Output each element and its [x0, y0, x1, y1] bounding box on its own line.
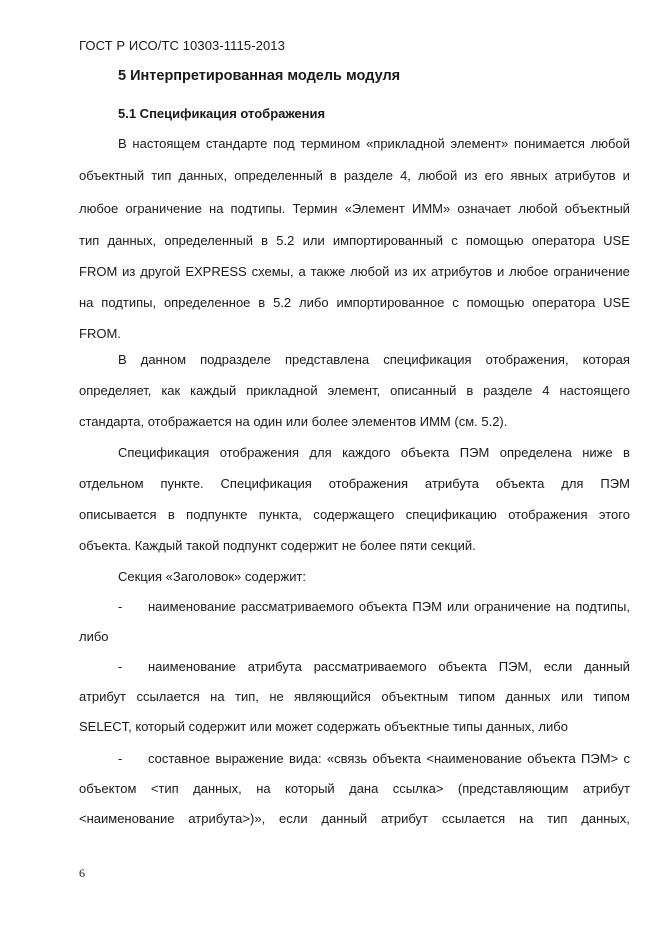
- word: объекта: [438, 659, 487, 674]
- word: подтипы.: [230, 201, 286, 216]
- word: в: [466, 383, 474, 398]
- paragraph-line: [79, 168, 630, 183]
- word: ограничение: [553, 264, 630, 279]
- paragraph-line: [79, 201, 630, 216]
- word: отображения: [508, 507, 588, 522]
- word: Спецификация: [118, 445, 210, 460]
- word: ПЭМ: [600, 476, 630, 491]
- word: определена: [499, 445, 572, 460]
- word: ссылается: [441, 811, 506, 826]
- paragraph-line: [79, 476, 630, 491]
- word: объектный: [564, 201, 630, 216]
- word: атрибутов: [431, 264, 493, 279]
- word: данном: [140, 352, 187, 367]
- word: «прикладной: [366, 136, 445, 151]
- word: Термин: [292, 201, 338, 216]
- word: описывается: [79, 507, 157, 522]
- word: и: [497, 264, 505, 279]
- word: в: [329, 168, 337, 183]
- word: термином: [300, 136, 361, 151]
- word: объектным: [381, 689, 449, 704]
- word: разделе: [483, 383, 533, 398]
- word: на: [210, 689, 225, 704]
- word: типом: [593, 689, 630, 704]
- paragraph-line: FROM.: [79, 326, 121, 341]
- word: элемент,: [327, 383, 381, 398]
- word: В: [118, 136, 127, 151]
- word: ПЭМ>: [581, 751, 619, 766]
- page-number: 6: [79, 866, 85, 880]
- word: объекта: [527, 751, 576, 766]
- paragraph-line: [79, 811, 630, 826]
- word: тип: [79, 233, 100, 248]
- word: с: [451, 233, 458, 248]
- word: данный: [584, 659, 630, 674]
- word: не: [269, 689, 284, 704]
- word: схемы,: [251, 264, 294, 279]
- word: любой: [518, 201, 558, 216]
- word: для: [561, 476, 584, 491]
- word: определенный: [234, 168, 323, 183]
- word: описанный: [390, 383, 457, 398]
- paragraph-line: [79, 507, 630, 522]
- word: ссылка>: [392, 781, 444, 796]
- word: отображения: [328, 476, 409, 491]
- word: являющийся: [294, 689, 371, 704]
- word: определенный: [164, 233, 253, 248]
- word: стандарте: [205, 136, 268, 151]
- word: (представляющим: [457, 781, 569, 796]
- word: атрибута>)»,: [188, 811, 266, 826]
- word: для: [309, 445, 332, 460]
- subsection-title: 5.1 Спецификация отображения: [118, 106, 326, 121]
- word: определяет,: [79, 383, 152, 398]
- word: с: [623, 751, 630, 766]
- word: EXPRESS: [185, 264, 247, 279]
- word: <тип: [150, 781, 179, 796]
- paragraph-line: [79, 689, 630, 704]
- word: объекта: [495, 476, 545, 491]
- word: под: [273, 136, 295, 151]
- word: 5.2: [273, 295, 292, 310]
- word: на: [518, 811, 534, 826]
- paragraph-line: [118, 136, 630, 151]
- word: - наименование: [118, 659, 236, 674]
- word: объекта: [372, 751, 422, 766]
- word: В: [118, 352, 127, 367]
- word: в: [167, 507, 175, 522]
- word: отдельном: [79, 476, 144, 491]
- word: настоящем: [132, 136, 201, 151]
- word: их: [412, 264, 427, 279]
- word: и: [622, 168, 630, 183]
- word: объекта: [358, 599, 408, 614]
- word: который: [285, 781, 335, 796]
- word: ниже: [582, 445, 613, 460]
- word: тип: [151, 168, 172, 183]
- word: если: [279, 811, 308, 826]
- word: элемент»: [450, 136, 509, 151]
- word: выражение: [215, 751, 284, 766]
- word: ПЭМ,: [498, 659, 532, 674]
- word: подпункте: [186, 507, 248, 522]
- paragraph-line: Секция «Заголовок» содержит:: [118, 569, 307, 584]
- bullet-dash: -: [118, 599, 123, 614]
- word: оператора: [531, 233, 595, 248]
- paragraph-line: [79, 295, 630, 310]
- word: помощью: [466, 295, 525, 310]
- paragraph-line: SELECT, который содержит или может содержать объектные типы данных, либо: [79, 719, 568, 734]
- word: означает: [457, 201, 512, 216]
- word: подтипы,: [101, 295, 157, 310]
- word: пункте.: [160, 476, 204, 491]
- word: атрибутов: [554, 168, 616, 183]
- word: тип,: [235, 689, 259, 704]
- word: другой: [140, 264, 181, 279]
- word: атрибута: [247, 659, 302, 674]
- word: - наименование: [118, 599, 236, 614]
- word: в: [258, 295, 266, 310]
- word: спецификация: [383, 352, 472, 367]
- document-header: ГОСТ Р ИСО/ТС 10303-1115-2013: [79, 38, 285, 53]
- word: помощью: [465, 233, 524, 248]
- paragraph-line: объекта. Каждый такой подпункт содержит не более пяти секций.: [79, 538, 476, 553]
- word: пункта,: [258, 507, 302, 522]
- word: ограничение: [474, 599, 551, 614]
- word: или: [560, 689, 584, 704]
- word: атрибут: [380, 811, 428, 826]
- word: спецификацию: [405, 507, 497, 522]
- word: данный: [321, 811, 368, 826]
- word: как: [161, 383, 181, 398]
- word: содержащего: [313, 507, 395, 522]
- word: этого: [598, 507, 630, 522]
- word: на: [555, 599, 571, 614]
- word: а: [298, 264, 306, 279]
- word: прикладной: [246, 383, 318, 398]
- word: каждый: [190, 383, 237, 398]
- word: дана: [349, 781, 379, 796]
- paragraph-line: [79, 233, 630, 248]
- word: USE: [603, 233, 630, 248]
- word: импортированное: [336, 295, 445, 310]
- word: любое: [79, 201, 119, 216]
- paragraph-line: стандарта, отображается на один или более элементов ИММ (см. 5.2).: [79, 414, 508, 429]
- word: в: [623, 445, 630, 460]
- word: настоящего: [559, 383, 630, 398]
- word: атрибут: [582, 781, 630, 796]
- word: <наименование: [426, 751, 522, 766]
- list-item: [118, 751, 630, 766]
- word: объекта: [400, 445, 450, 460]
- paragraph-line: либо: [79, 629, 109, 644]
- word: типом: [458, 689, 496, 704]
- bullet-dash: -: [118, 659, 123, 674]
- word: подразделе: [200, 352, 271, 367]
- word: отображения,: [485, 352, 569, 367]
- word: в: [261, 233, 269, 248]
- word: или: [447, 599, 470, 614]
- word: явных: [510, 168, 548, 183]
- word: или: [302, 233, 325, 248]
- word: ПЭМ: [459, 445, 490, 460]
- word: оператора: [532, 295, 596, 310]
- word: ссылается: [136, 689, 200, 704]
- word: из: [464, 168, 478, 183]
- bullet-dash: -: [118, 751, 123, 766]
- word: либо: [299, 295, 329, 310]
- word: 5.2: [276, 233, 295, 248]
- list-item: [118, 599, 630, 614]
- word: представлена: [284, 352, 370, 367]
- paragraph-line: [118, 352, 630, 367]
- word: на: [79, 295, 94, 310]
- word: вида:: [288, 751, 322, 766]
- word: тип: [547, 811, 568, 826]
- word: любое: [509, 264, 549, 279]
- word: «связь: [326, 751, 368, 766]
- list-item: [118, 659, 630, 674]
- word: его: [484, 168, 504, 183]
- word: на: [256, 781, 271, 796]
- word: данных,: [193, 781, 242, 796]
- word: 4: [542, 383, 550, 398]
- word: данных: [505, 689, 551, 704]
- word: данных,: [107, 233, 157, 248]
- word: из: [394, 264, 408, 279]
- paragraph-line: [79, 383, 630, 398]
- paragraph-line: [79, 264, 630, 279]
- word: ограничение: [125, 201, 202, 216]
- word: рассматриваемого: [313, 659, 427, 674]
- word: на: [209, 201, 224, 216]
- word: которая: [582, 352, 630, 367]
- word: определенное: [163, 295, 251, 310]
- word: атрибут: [79, 689, 127, 704]
- word: если: [543, 659, 573, 674]
- word: Спецификация: [220, 476, 312, 491]
- word: также: [310, 264, 346, 279]
- word: ИММ»: [411, 201, 451, 216]
- word: - составное: [118, 751, 210, 766]
- word: «Элемент: [344, 201, 405, 216]
- word: данных,: [581, 811, 630, 826]
- word: объектом: [79, 781, 137, 796]
- word: рассматриваемого: [240, 599, 354, 614]
- word: атрибута: [424, 476, 479, 491]
- word: с: [452, 295, 459, 310]
- word: объектный: [79, 168, 145, 183]
- word: отображения: [219, 445, 299, 460]
- word: данных,: [178, 168, 228, 183]
- word: любой: [350, 264, 390, 279]
- word: ПЭМ: [412, 599, 442, 614]
- word: любой: [590, 136, 630, 151]
- word: FROM: [79, 264, 118, 279]
- word: из: [122, 264, 136, 279]
- paragraph-line: [118, 445, 630, 460]
- word: каждого: [342, 445, 391, 460]
- word: импортированный: [332, 233, 443, 248]
- word: любой: [417, 168, 458, 183]
- word: понимается: [513, 136, 585, 151]
- word: USE: [603, 295, 630, 310]
- word: <наименование: [79, 811, 175, 826]
- word: 4,: [400, 168, 411, 183]
- paragraph-line: [79, 781, 630, 796]
- word: разделе: [343, 168, 394, 183]
- word: подтипы,: [575, 599, 630, 614]
- section-title: 5 Интерпретированная модель модуля: [118, 68, 401, 84]
